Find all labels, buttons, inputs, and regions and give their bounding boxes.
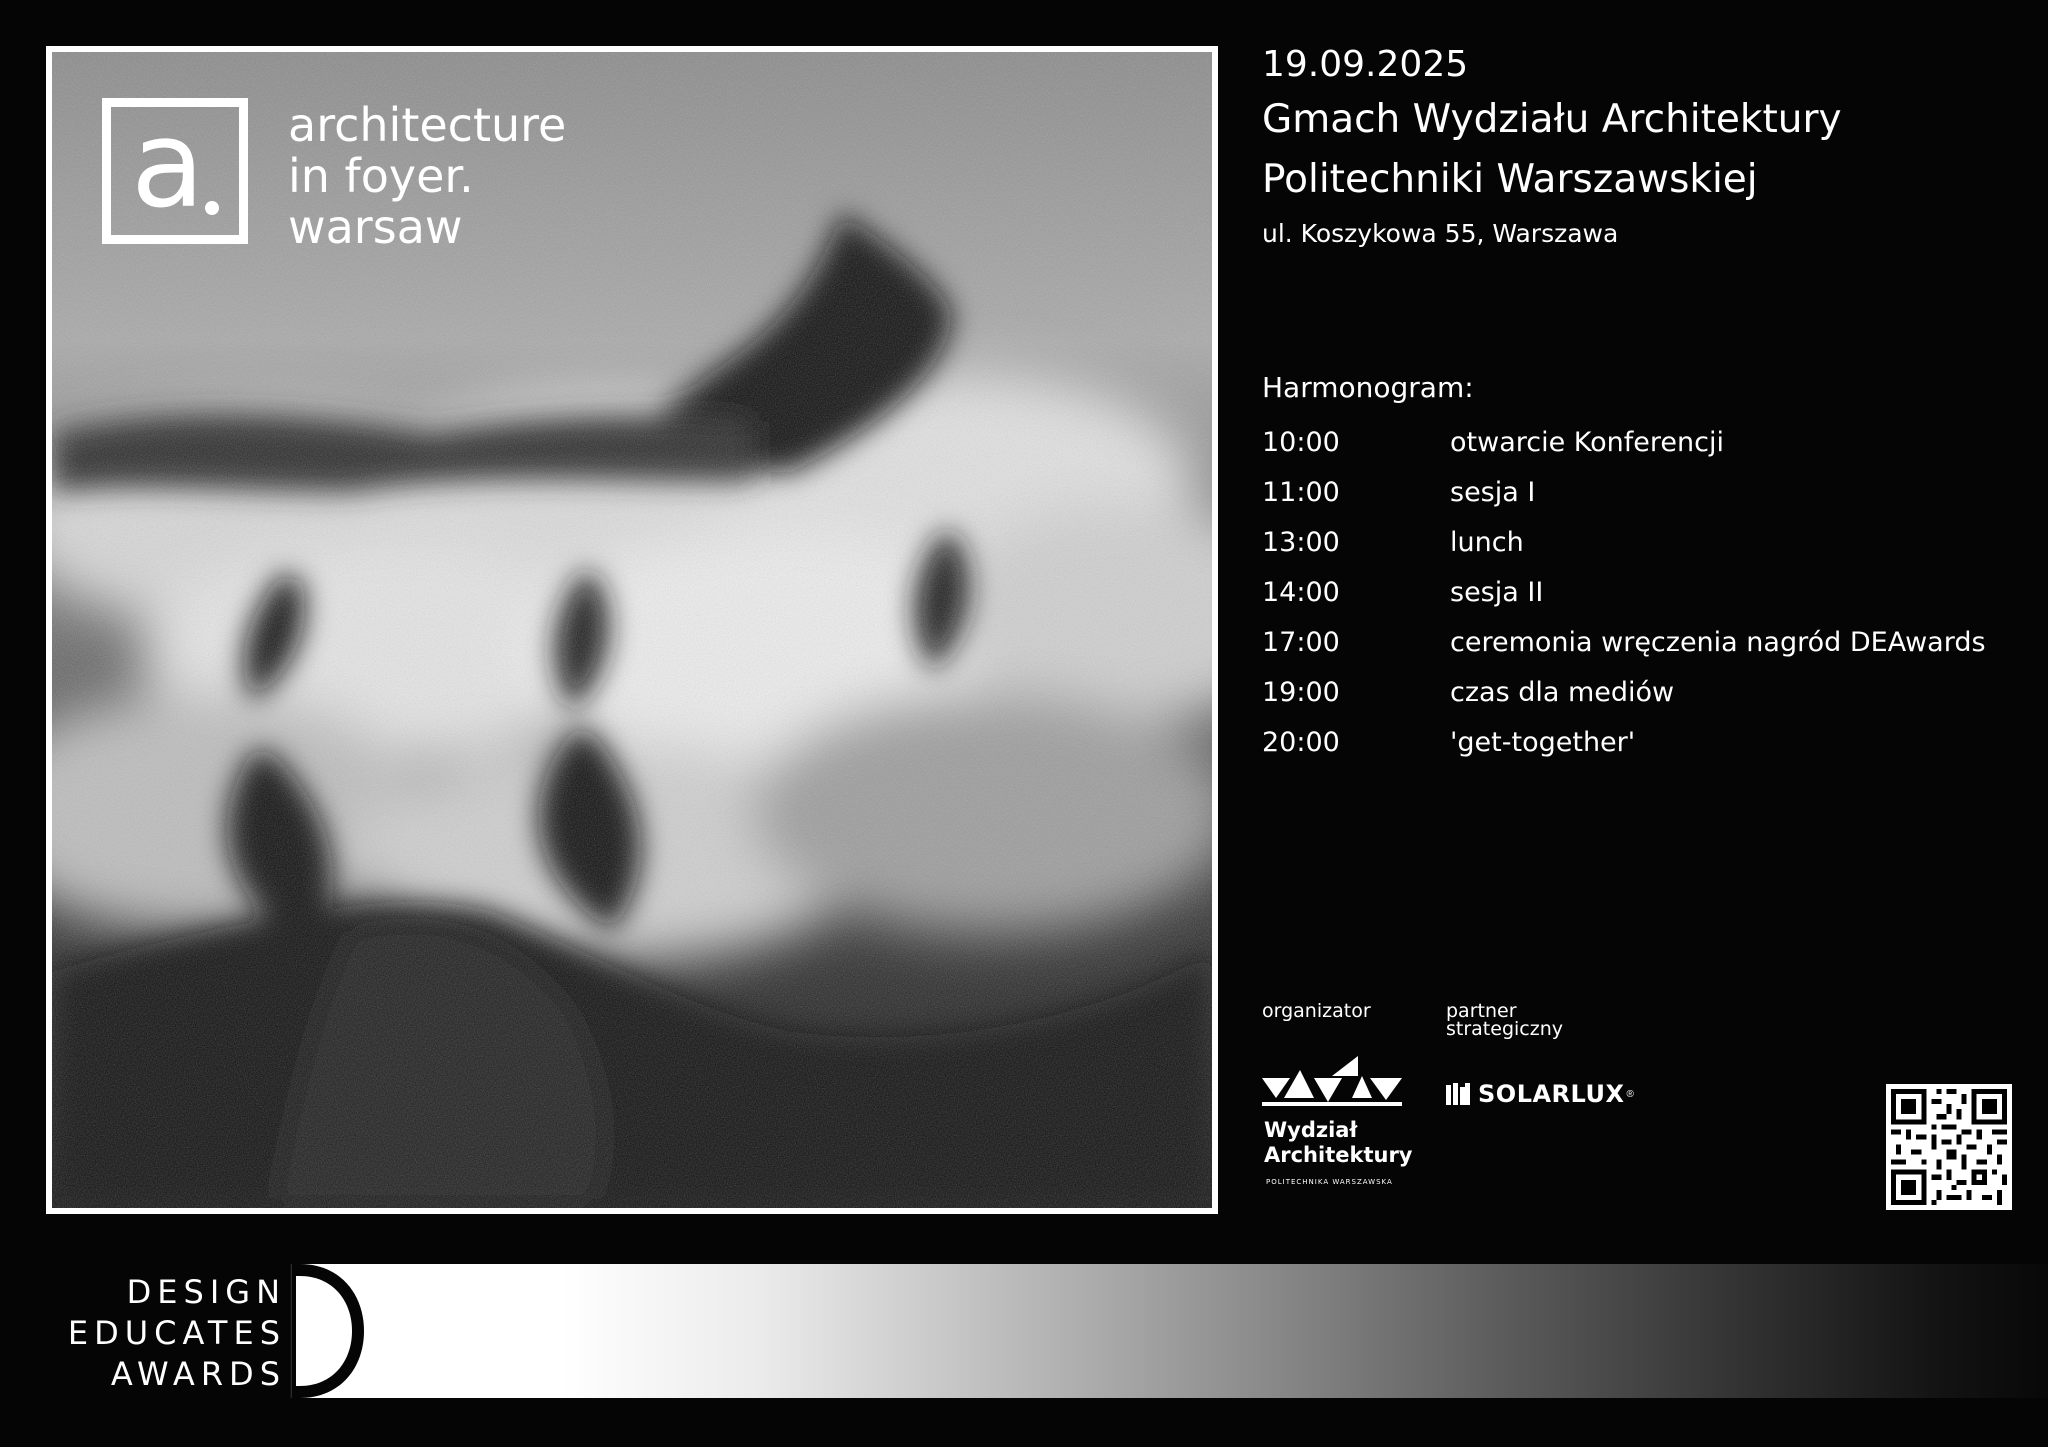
- logo-line-3: warsaw: [288, 200, 463, 254]
- schedule-time: 13:00: [1262, 527, 1340, 558]
- wydzial-architektury-logo: [1262, 1056, 1412, 1190]
- schedule-item: [1262, 418, 2022, 468]
- solarlux-name: SOLARLUX: [1478, 1080, 1625, 1108]
- schedule-event: 'get-together': [1450, 727, 1636, 758]
- schedule-time: 20:00: [1262, 727, 1340, 758]
- wa-name-line-1: Wydział: [1264, 1118, 1358, 1142]
- design-educates-awards-logo: [68, 1272, 286, 1395]
- schedule-item: [1262, 468, 2022, 518]
- venue-address: ul. Koszykowa 55, Warszawa: [1262, 219, 1619, 248]
- architecture-in-foyer-logo: [102, 98, 566, 253]
- solarlux-logo: [1446, 1080, 1634, 1108]
- venue-line-1: Gmach Wydziału Architektury: [1262, 97, 1842, 142]
- dea-line-1: DESIGN: [126, 1273, 286, 1311]
- schedule-event: ceremonia wręczenia nagród DEAwards: [1450, 627, 1986, 658]
- schedule-title: Harmonogram:: [1262, 371, 1474, 404]
- wa-subtitle: POLITECHNIKA WARSZAWSKA: [1266, 1178, 1393, 1186]
- schedule-item: [1262, 518, 2022, 568]
- dea-line-2: EDUCATES: [67, 1314, 286, 1352]
- solarlux-mark-icon: [1446, 1083, 1470, 1105]
- schedule-time: 10:00: [1262, 427, 1340, 458]
- logo-line-2: in foyer.: [288, 149, 474, 203]
- schedule-time: 14:00: [1262, 577, 1340, 608]
- solarlux-registered: ®: [1626, 1088, 1634, 1100]
- wa-logo-icon: [1262, 1056, 1404, 1114]
- dea-d-mark-icon: [292, 1264, 364, 1398]
- venue-line-2: Politechniki Warszawskiej: [1262, 157, 1758, 202]
- event-date: 19.09.2025: [1262, 44, 1469, 85]
- organizer-label: organizator: [1262, 1000, 1371, 1022]
- wa-name: [1264, 1118, 1413, 1168]
- logo-wordmark: [288, 100, 566, 253]
- schedule-event: otwarcie Konferencji: [1450, 427, 1724, 458]
- partner-label-line-1: partner: [1446, 1000, 1517, 1022]
- schedule-event: sesja I: [1450, 477, 1536, 508]
- schedule-list: [1262, 418, 2022, 768]
- schedule-item: [1262, 718, 2022, 768]
- logo-line-1: architecture: [288, 98, 567, 152]
- schedule-event: lunch: [1450, 527, 1524, 558]
- wa-name-line-2: Architektury: [1264, 1143, 1413, 1167]
- event-info: [1262, 40, 2022, 768]
- schedule-event: sesja II: [1450, 577, 1544, 608]
- schedule-time: 19:00: [1262, 677, 1340, 708]
- schedule-item: [1262, 568, 2022, 618]
- logo-letter: a: [131, 96, 205, 235]
- partner-label: [1446, 1002, 1563, 1038]
- schedule-item: [1262, 668, 2022, 718]
- schedule-time: 17:00: [1262, 627, 1340, 658]
- schedule-item: [1262, 618, 2022, 668]
- logo-square-mark: [102, 98, 248, 244]
- schedule-time: 11:00: [1262, 477, 1340, 508]
- event-photo: [46, 46, 1218, 1214]
- logo-dot: [205, 201, 219, 215]
- dea-line-3: AWARDS: [110, 1355, 286, 1393]
- schedule-event: czas dla mediów: [1450, 677, 1675, 708]
- partner-label-line-2: strategiczny: [1446, 1018, 1563, 1040]
- qr-code-icon[interactable]: [1886, 1084, 2012, 1210]
